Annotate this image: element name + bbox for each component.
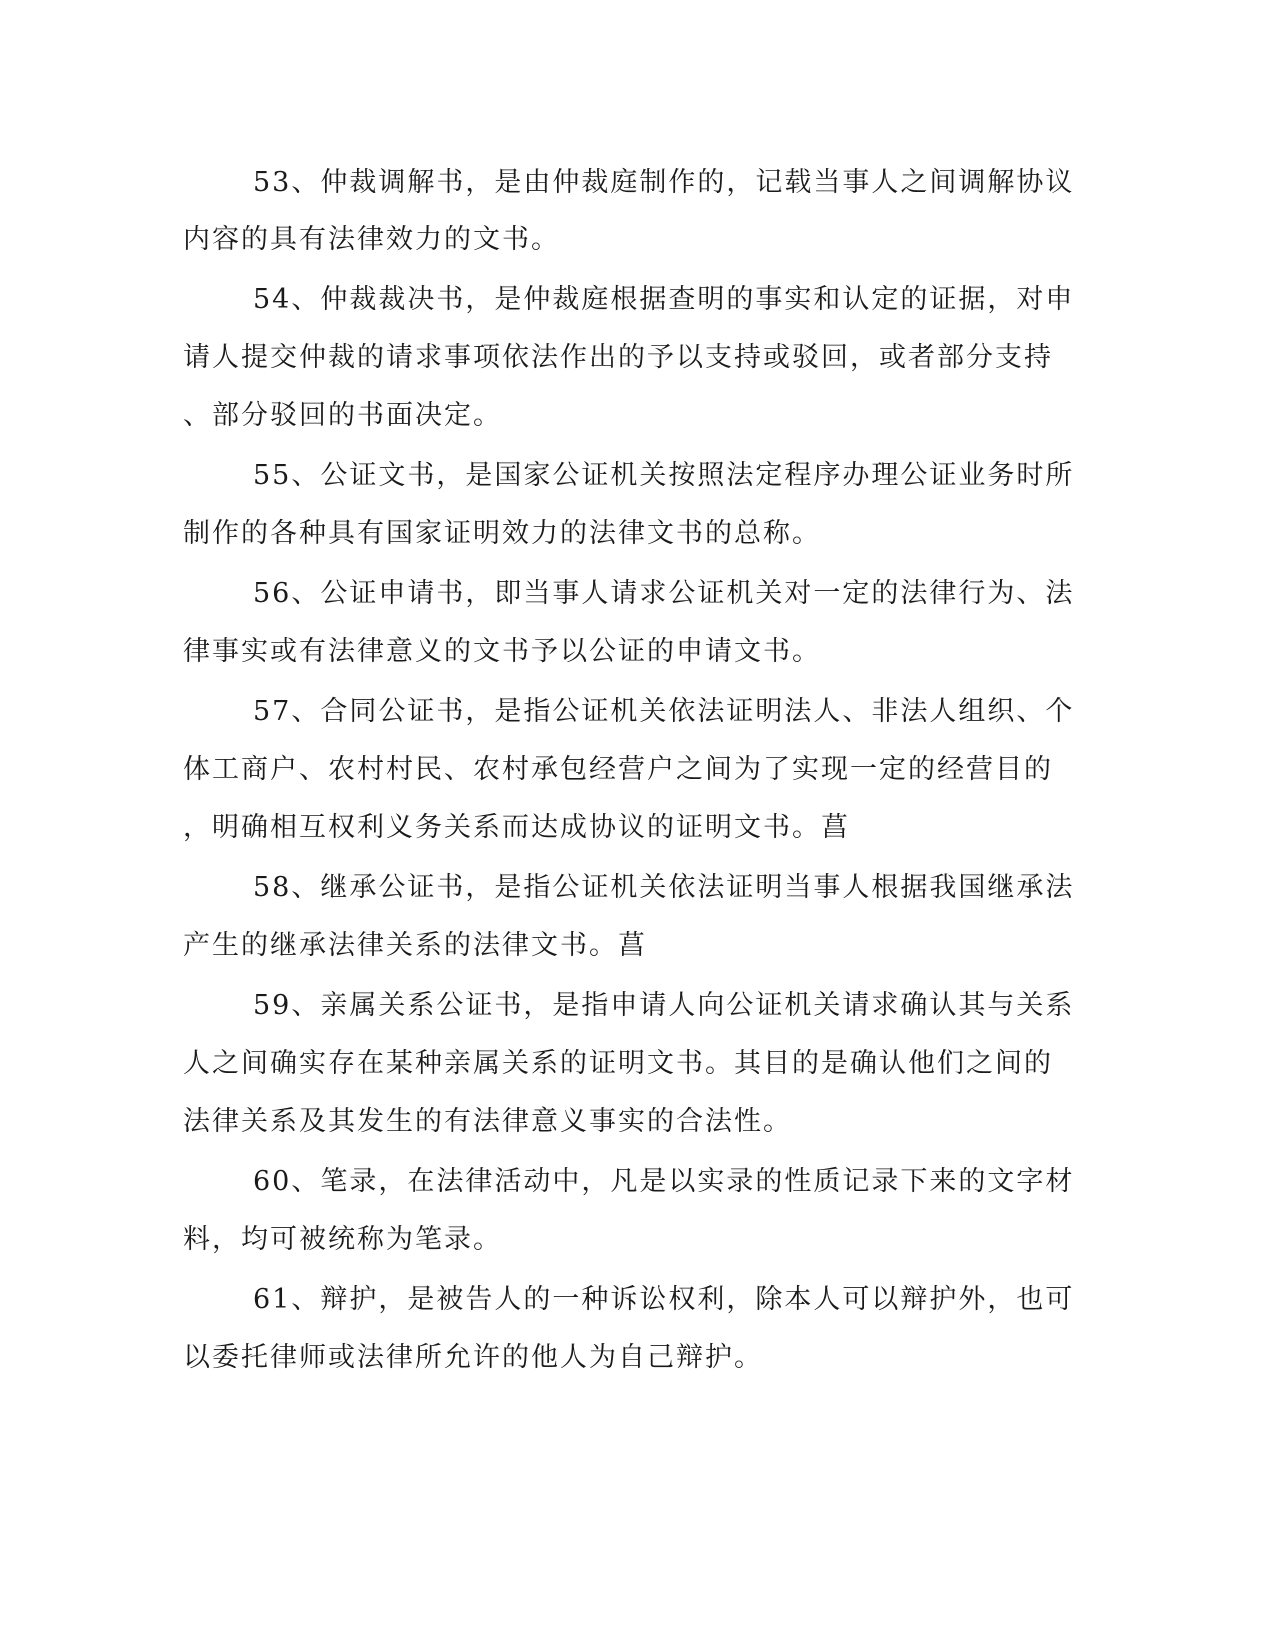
entry-55-line-2: 制作的各种具有国家证明效力的法律文书的总称。 (183, 518, 821, 549)
entry-55-line-1: 55、公证文书，是国家公证机关按照法定程序办理公证业务时所 (253, 460, 1075, 491)
entry-56-line-2: 律事实或有法律意义的文书予以公证的申请文书。 (183, 636, 821, 667)
entry-53-line-2: 内容的具有法律效力的文书。 (183, 224, 560, 255)
entry-59-line-1: 59、亲属关系公证书，是指申请人向公证机关请求确认其与关系 (253, 990, 1075, 1021)
entry-57-line-2: 体工商户、农村村民、农村承包经营户之间为了实现一定的经营目的 (183, 754, 1053, 785)
entry-60-line-2: 料，均可被统称为笔录。 (183, 1224, 502, 1255)
entry-54-line-1: 54、仲裁裁决书，是仲裁庭根据查明的事实和认定的证据，对申 (253, 284, 1075, 315)
entry-61-line-1: 61、辩护，是被告人的一种诉讼权利，除本人可以辩护外，也可 (253, 1284, 1075, 1315)
entry-57-line-1: 57、合同公证书，是指公证机关依法证明法人、非法人组织、个 (253, 696, 1075, 727)
entry-61-line-2: 以委托律师或法律所允许的他人为自己辩护。 (183, 1342, 763, 1373)
entry-54-line-2: 请人提交仲裁的请求事项依法作出的予以支持或驳回，或者部分支持 (183, 342, 1053, 373)
entry-58-line-1: 58、继承公证书，是指公证机关依法证明当事人根据我国继承法 (253, 872, 1075, 903)
entry-54-line-3: 、部分驳回的书面决定。 (183, 400, 502, 431)
entry-59-line-3: 法律关系及其发生的有法律意义事实的合法性。 (183, 1106, 792, 1137)
entry-53-line-1: 53、仲裁调解书，是由仲裁庭制作的，记载当事人之间调解协议 (253, 167, 1075, 198)
entry-60-line-1: 60、笔录，在法律活动中，凡是以实录的性质记录下来的文字材 (253, 1166, 1075, 1197)
entry-59-line-2: 人之间确实存在某种亲属关系的证明文书。其目的是确认他们之间的 (183, 1048, 1053, 1079)
entry-58-line-2: 产生的继承法律关系的法律文书。菖 (183, 930, 647, 961)
entry-56-line-1: 56、公证申请书，即当事人请求公证机关对一定的法律行为、法 (253, 578, 1075, 609)
entry-57-line-3: ，明确相互权利义务关系而达成协议的证明文书。菖 (183, 812, 850, 843)
